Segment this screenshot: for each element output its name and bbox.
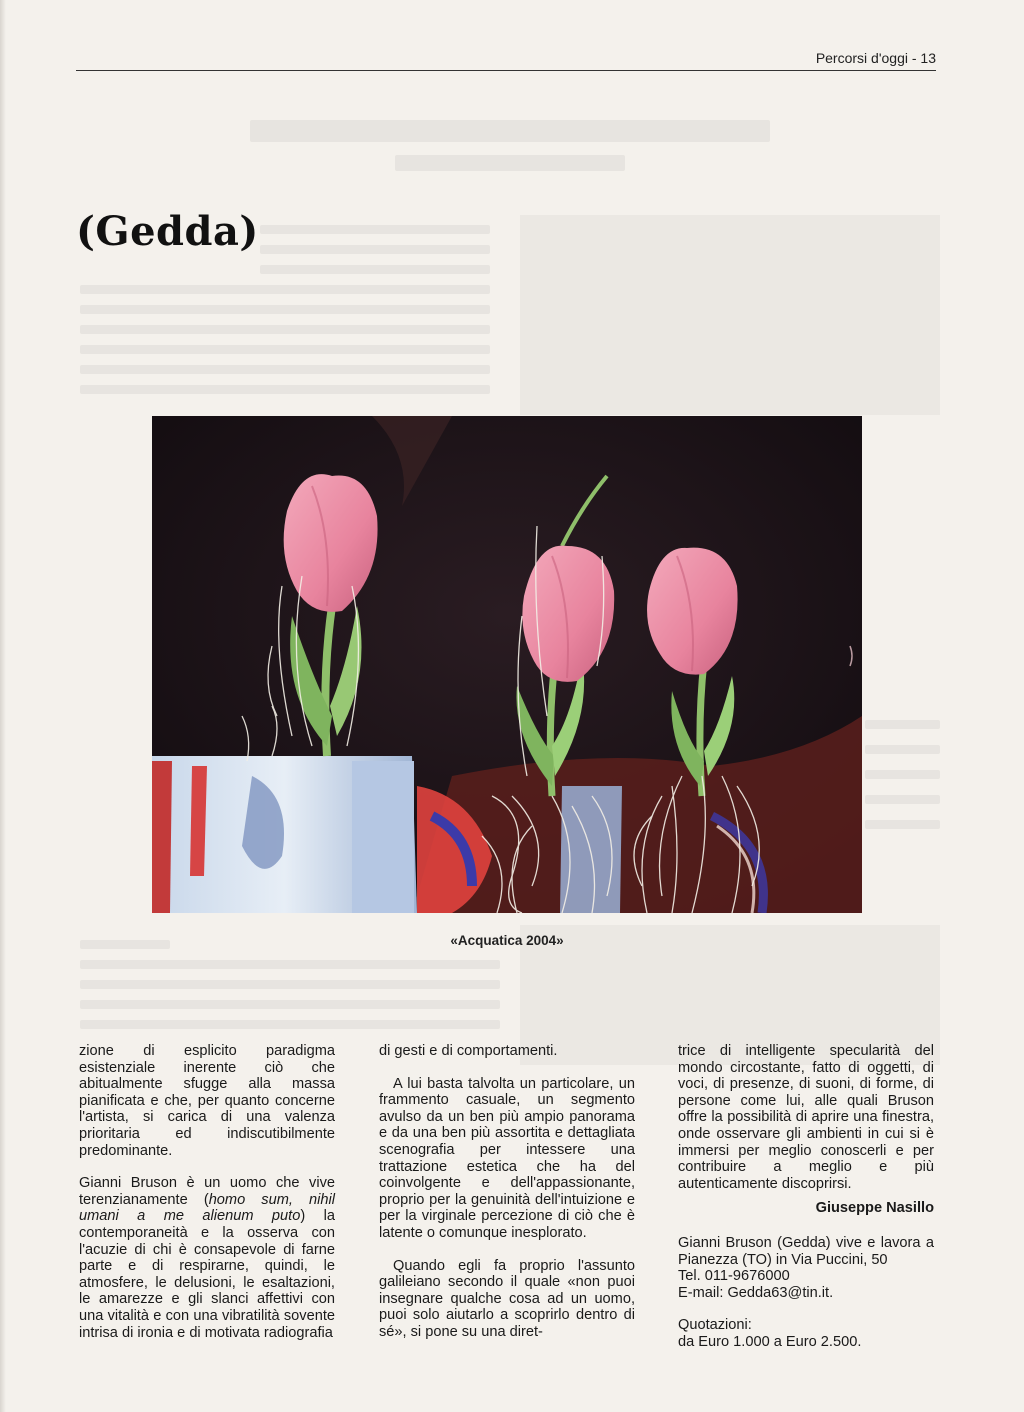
paragraph: di gesti e di comportamenti. [379,1043,558,1059]
page-edge-shadow [0,0,6,1412]
paragraph: Quando egli fa proprio l'assunto galileiano secondo il quale «non puoi insegnare qualche cosa ad un uomo, puoi solo aiutarlo a scoprirlo dentro di sé», si pone su una diret- [379,1257,635,1340]
artist-address: Gianni Bruson (Gedda) vive e lavora a Pianezza (TO) in Via Puccini, 50 [678,1234,934,1268]
text-run: Gianni Bruson è un uomo che vive terenzianamente ( [79,1175,335,1208]
artist-phone: Tel. 011-9676000 [678,1268,790,1285]
artwork-acquatica [152,416,862,913]
quotes-value: da Euro 1.000 a Euro 2.500. [678,1333,862,1350]
author-signature: Giuseppe Nasillo [815,1200,934,1217]
artwork-caption: «Acquatica 2004» [450,933,564,948]
paragraph [79,1175,335,1341]
quotes-label: Quotazioni: [678,1317,752,1334]
price-quotes [678,1317,934,1350]
paragraph: zione di esplicito paradigma esistenziale inerente ciò che abitualmente sfugge alla massa pianificata e che, per quanto concerne l'artista, si carica di una valenza prioritaria ed indiscutibilmente predominante. [79,1043,335,1159]
tulips-painting [152,416,862,913]
text-column-1 [79,1043,335,1341]
text-column-3 [678,1043,934,1351]
header-rule [76,70,936,71]
paragraph: trice di intelligente specularità del mondo circostante, fatto di oggetti, di voci, di presenze, di suoni, di forme, di persone come lui, alle quali Bruson offre la possibilità di aprire una finestra, onde osservare gli ambienti in cui si è immersi per meglio conoscerli e per contribuire a meglio e più autenticamente discoprirsi. [678,1043,934,1192]
text-run: ) la contemporaneità e la osserva con l'acuzie di chi è consapevole di farne parte e di respirarne, quindi, le atmosfere, le delusioni, le esaltazioni, le amarezze e gli slanci affettivi con una vitalità e con una vibratilità sovente intrisa di ironia e di motivata radiografia [79,1208,335,1341]
paragraph: A lui basta talvolta un particolare, un frammento casuale, un segmento avulso da un ben più ampio panorama e da una ben più assortita e dettagliata scenografia per intessere una trattazione estetica che ha del coinvolgente e dell'appassionante, proprio per la genuinità dell'intuizione e per la virginale percezione di ciò che è latente o comunque inesplorato. [379,1075,635,1241]
artist-email: E-mail: Gedda63@tin.it. [678,1284,834,1301]
article-title: (Gedda) [76,208,259,255]
text-column-2 [379,1043,635,1341]
artist-contact [678,1235,934,1301]
latin-quote: homo sum, nihil umani a me alienum puto [79,1191,335,1225]
running-head: Percorsi d'oggi - 13 [815,50,936,66]
